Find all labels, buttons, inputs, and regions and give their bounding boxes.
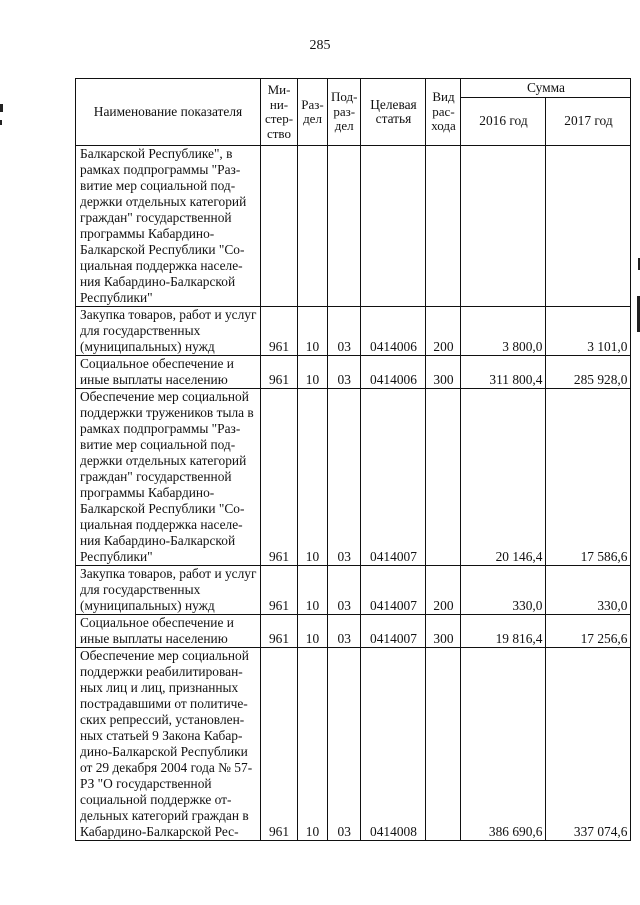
cell-type: 200 [426, 566, 461, 615]
table-row [76, 615, 631, 648]
cell-section [298, 146, 328, 307]
cell-name: Закупка товаров, работ и услуг для государственных (муниципальных) нужд [76, 307, 261, 356]
col-header-2017: 2017 год [546, 98, 631, 146]
col-header-2016: 2016 год [461, 98, 546, 146]
cell-type [426, 648, 461, 841]
cell-ministry: 961 [261, 648, 298, 841]
cell-y2017: 330,0 [546, 566, 631, 615]
cell-y2017 [546, 146, 631, 307]
cell-ministry: 961 [261, 356, 298, 389]
cell-name: Закупка товаров, работ и услуг для государственных (муниципальных) нужд [76, 566, 261, 615]
cell-subsection [328, 146, 361, 307]
cell-section: 10 [298, 648, 328, 841]
cell-y2017: 3 101,0 [546, 307, 631, 356]
cell-y2016: 3 800,0 [461, 307, 546, 356]
col-header-ministry: Ми- ни- стер- ство [261, 79, 298, 146]
col-header-expense-type: Вид рас- хода [426, 79, 461, 146]
cell-subsection: 03 [328, 648, 361, 841]
cell-ministry: 961 [261, 566, 298, 615]
cell-subsection: 03 [328, 389, 361, 566]
cell-section: 10 [298, 615, 328, 648]
cell-type [426, 389, 461, 566]
col-header-name: Наименование показателя [76, 79, 261, 146]
cell-section: 10 [298, 566, 328, 615]
cell-y2016: 311 800,4 [461, 356, 546, 389]
cell-type: 300 [426, 615, 461, 648]
table-row [76, 389, 631, 566]
cell-target: 0414006 [361, 356, 426, 389]
cell-name: Балкарской Республике", в рамках подпрограммы "Раз-витие мер социальной под-держки отдельных категорий граждан" государственной программы Кабардино-Балкарской Республики "Со-циальная поддержка населе-ния Кабардино-Балкарской Республики" [76, 146, 261, 307]
col-header-sum: Сумма [461, 79, 631, 98]
cell-target: 0414008 [361, 648, 426, 841]
cell-ministry [261, 146, 298, 307]
col-header-subsection: Под- раз- дел [328, 79, 361, 146]
cell-y2016 [461, 146, 546, 307]
cell-ministry: 961 [261, 389, 298, 566]
cell-y2017: 17 256,6 [546, 615, 631, 648]
cell-y2016: 20 146,4 [461, 389, 546, 566]
cell-name: Социальное обеспечение и иные выплаты населению [76, 356, 261, 389]
cell-target: 0414007 [361, 566, 426, 615]
cell-subsection: 03 [328, 566, 361, 615]
cell-section: 10 [298, 307, 328, 356]
cell-subsection: 03 [328, 356, 361, 389]
cell-type: 200 [426, 307, 461, 356]
left-edge-mark [0, 120, 2, 125]
cell-y2017: 285 928,0 [546, 356, 631, 389]
cell-name: Обеспечение мер социальной поддержки тружеников тыла в рамках подпрограммы "Раз-витие мер социальной под-держки отдельных категорий граждан" государственной программы Кабардино-Балкарской Республики "Со-циальная поддержка населе-ния Кабардино-Балкарской Республики" [76, 389, 261, 566]
cell-section: 10 [298, 389, 328, 566]
cell-ministry: 961 [261, 307, 298, 356]
cell-y2017: 337 074,6 [546, 648, 631, 841]
cell-subsection: 03 [328, 307, 361, 356]
table-row [76, 146, 631, 307]
cell-ministry: 961 [261, 615, 298, 648]
header-row [76, 79, 631, 98]
cell-type [426, 146, 461, 307]
cell-type: 300 [426, 356, 461, 389]
cell-y2016: 330,0 [461, 566, 546, 615]
budget-table [75, 78, 631, 841]
table-row [76, 307, 631, 356]
col-header-target-article: Целевая статья [361, 79, 426, 146]
cell-target [361, 146, 426, 307]
cell-y2017: 17 586,6 [546, 389, 631, 566]
cell-target: 0414007 [361, 389, 426, 566]
cell-section: 10 [298, 356, 328, 389]
cell-name: Социальное обеспечение и иные выплаты населению [76, 615, 261, 648]
cell-target: 0414006 [361, 307, 426, 356]
col-header-section: Раз- дел [298, 79, 328, 146]
table-row [76, 356, 631, 389]
cell-y2016: 19 816,4 [461, 615, 546, 648]
cell-target: 0414007 [361, 615, 426, 648]
cell-y2016: 386 690,6 [461, 648, 546, 841]
table-row [76, 566, 631, 615]
table-row [76, 648, 631, 841]
left-edge-mark [0, 104, 3, 112]
cell-subsection: 03 [328, 615, 361, 648]
page-number: 285 [309, 38, 331, 53]
cell-name: Обеспечение мер социальной поддержки реабилитирован-ных лиц и лиц, признанных пострадавшими от политиче-ских репрессий, установлен-ных статьей 9 Закона Кабар-дино-Балкарской Республики от 29 декабря 2004 года № 57-РЗ "О государственной социальной поддержке от-дельных категорий граждан в Кабардино-Балкарской Рес- [76, 648, 261, 841]
